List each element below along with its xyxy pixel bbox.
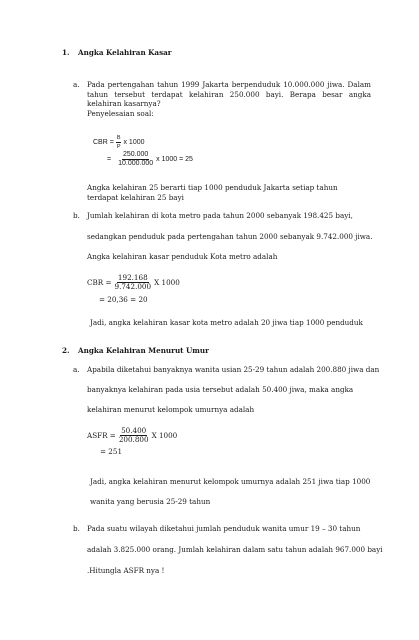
section-2-number: 2. <box>62 346 70 355</box>
item-1b-conclusion: Jadi, angka kelahiran kasar kota metro adalah 20 jiwa tiap 1000 penduduk <box>90 318 363 327</box>
formula-lhs: CBR = <box>93 139 114 146</box>
fraction-numerator: B <box>116 135 121 141</box>
section-1-title: Angka Kelahiran Kasar <box>78 48 172 57</box>
formula-fraction <box>116 134 122 151</box>
fraction-numerator: 250.000 <box>122 151 149 158</box>
calc-tail: x 1000 = 25 <box>156 156 193 163</box>
fraction-denominator: 200.800 <box>118 435 149 444</box>
item-2b-line-1: Pada suatu wilayah diketahui jumlah penduduk wanita umur 19 – 30 tahun <box>87 524 361 533</box>
item-1a-solution-label: Penyelesaian soal: <box>87 109 154 118</box>
item-2a-formula <box>87 427 177 444</box>
formula-lhs: CBR = <box>87 277 112 287</box>
item-2a-line-3: kelahiran menurut kelompok umurnya adalah <box>87 405 255 414</box>
item-2b-line-3: .Hitungla ASFR nya ! <box>87 566 165 575</box>
item-2a-result: = 251 <box>100 447 123 456</box>
fraction-denominator: P <box>116 144 121 150</box>
item-2a-marker: a. <box>73 365 80 374</box>
fraction-numerator: 192.168 <box>117 273 148 282</box>
formula-lhs: ASFR = <box>87 430 116 440</box>
item-1b-result: = 20,36 = 20 <box>99 295 148 304</box>
item-1b-formula <box>87 274 180 291</box>
item-1b-line-1: Jumlah kelahiran di kota metro pada tahun 2000 sebanyak 198.425 bayi, <box>87 211 353 220</box>
formula-fraction <box>118 427 150 444</box>
item-1a-calculation <box>107 151 193 168</box>
formula-tail: X 1000 <box>154 277 180 287</box>
item-2b-line-2: adalah 3.825.000 orang. Jumlah kelahiran dalam satu tahun adalah 967.000 bayi <box>87 545 383 554</box>
item-1a-marker: a. <box>73 80 80 89</box>
item-1b-line-3: Angka kelahiran kasar penduduk Kota metro adalah <box>87 252 278 261</box>
item-1a-question: Pada pertengahan tahun 1999 Jakarta berpenduduk 10.000.000 jiwa. Dalam tahun tersebut terdapat kelahiran 250.000 bayi. Berapa besar angka kelahiran kasarnya? <box>87 80 371 109</box>
item-2b-marker: b. <box>73 524 80 533</box>
calc-fraction <box>117 151 154 168</box>
formula-fraction <box>114 274 153 291</box>
item-2a-conclusion-1: Jadi, angka kelahiran menurut kelompok umurnya adalah 251 jiwa tiap 1000 <box>90 477 371 486</box>
section-2-title: Angka Kelahiran Menurut Umur <box>78 346 209 355</box>
item-2a-line-1: Apabila diketahui banyaknya wanita usian 25-29 tahun adalah 200.880 jiwa dan <box>87 365 380 374</box>
section-1-heading <box>62 48 172 58</box>
fraction-denominator: 10.000.000 <box>118 160 154 167</box>
fraction-numerator: 50.400 <box>121 426 147 435</box>
item-1b-line-2: sedangkan penduduk pada pertengahan tahun 2000 sebanyak 9.742.000 jiwa. <box>87 232 373 241</box>
item-2a-conclusion-2: wanita yang berusia 25-29 tahun <box>90 497 211 506</box>
item-1a-formula <box>93 134 145 151</box>
item-2a-line-2: banyaknya kelahiran pada usia tersebut adalah 50.400 jiwa, maka angka <box>87 385 354 394</box>
item-1a-conclusion: Angka kelahiran 25 berarti tiap 1000 penduduk Jakarta setiap tahun terdapat kelahiran 25 bayi <box>87 183 338 202</box>
calc-equals: = <box>107 156 112 163</box>
section-2-heading <box>62 346 209 356</box>
fraction-denominator: 9.742.000 <box>114 282 152 291</box>
section-1-number: 1. <box>62 48 70 57</box>
formula-tail: x 1000 <box>123 139 145 146</box>
formula-tail: X 1000 <box>151 430 178 440</box>
item-1b-marker: b. <box>73 211 80 220</box>
